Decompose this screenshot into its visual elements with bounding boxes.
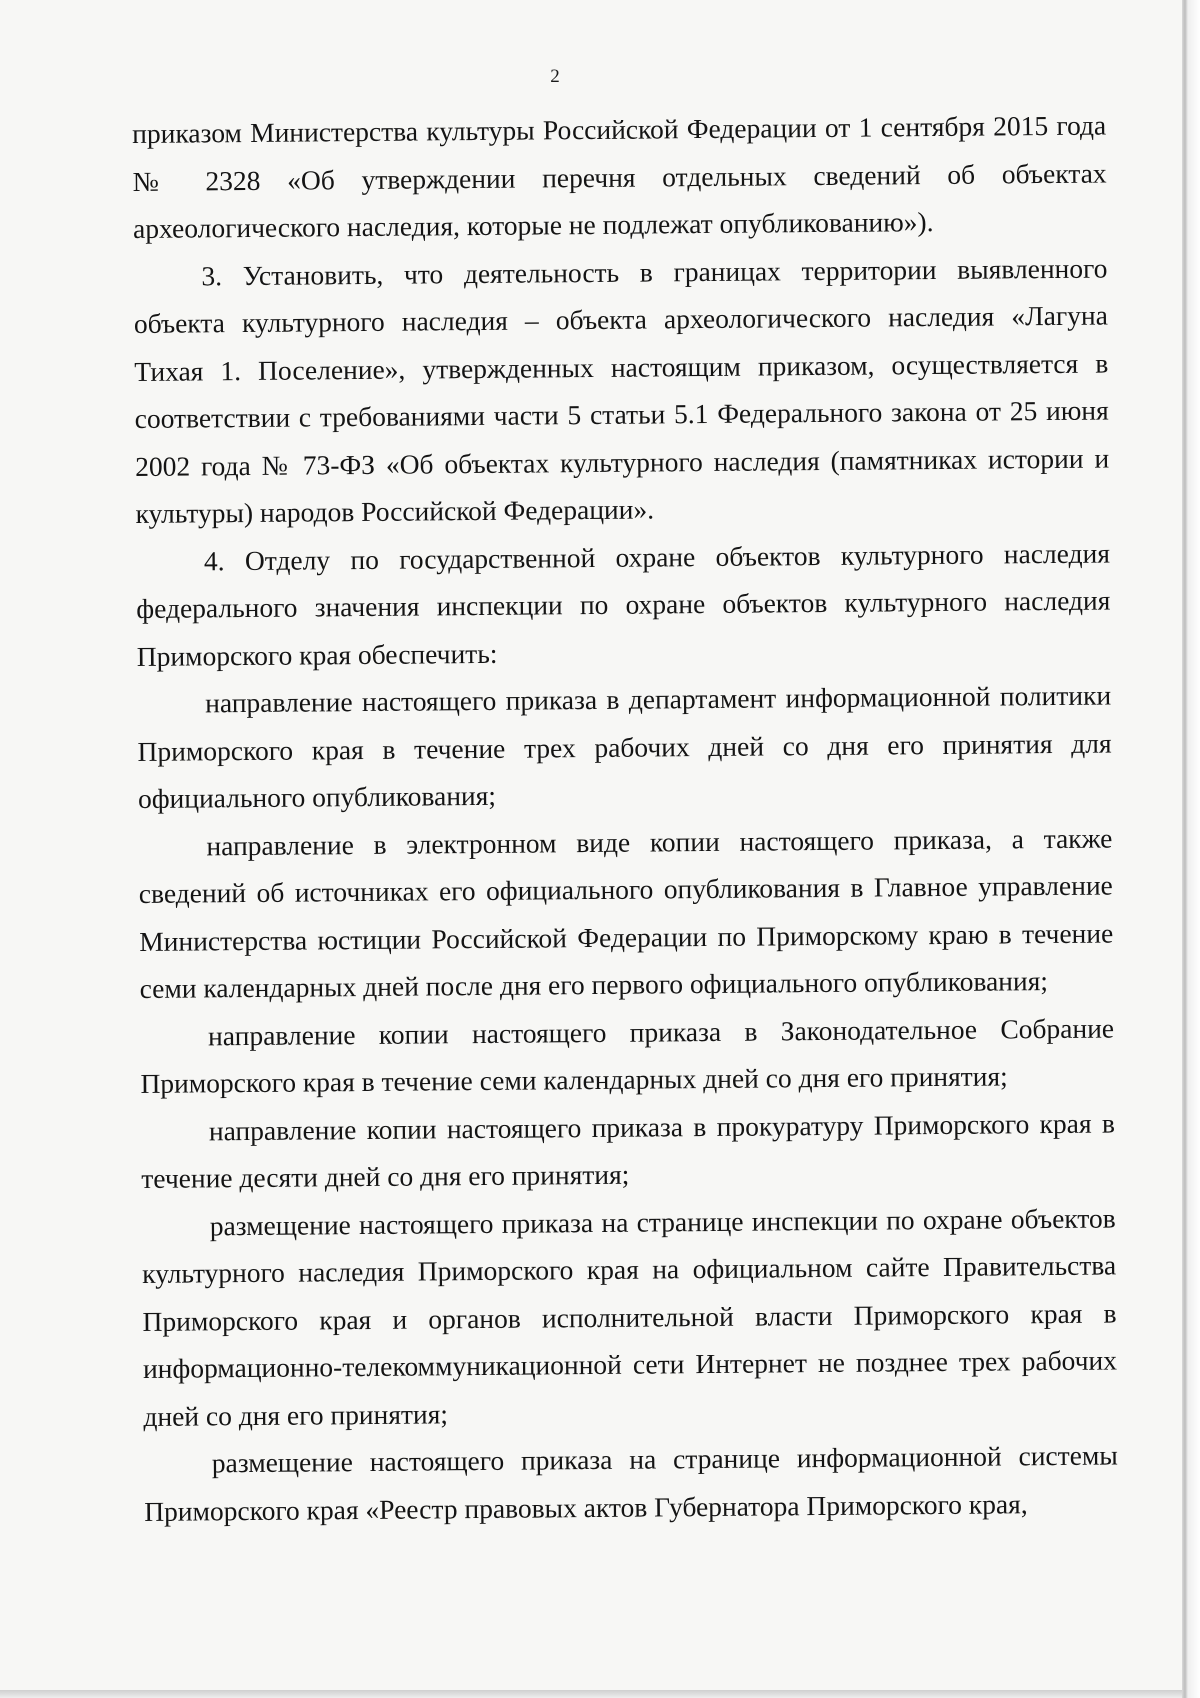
paragraph-dept-info-policy: направление настоящего приказа в департамент информационной политики Приморского края в течение трех рабочих дней со дня его принятия для официального опубликования; bbox=[137, 679, 1112, 814]
paragraph-legislative-assembly: направление копии настоящего приказа в Законодательное Собрание Приморского края в течение семи календарных дней со дня его принятия; bbox=[140, 1011, 1115, 1099]
paragraph-official-website: размещение настоящего приказа на странице инспекции по охране объектов культурного наследия Приморского края на официальном сайте Правительства Приморского края и органов исполнительной власти Приморского края в информационно-телекоммуникационной сети Интернет не позднее трех рабочих дней со дня его принятия; bbox=[142, 1201, 1118, 1432]
paragraph-1: приказом Министерства культуры Российской Федерации от 1 сентября 2015 года № 2328 «Об утверждении перечня отдельных сведений об объектах археологического наследия, которые не подлежат опубликованию»). bbox=[132, 109, 1107, 244]
page-bottom-edge bbox=[0, 1690, 1182, 1698]
page-edge-shadow bbox=[1182, 0, 1200, 1698]
paragraph-legal-acts-registry: размещение настоящего приказа на странице информационной системы Приморского края «Реестр правовых актов Губернатора Приморского края, bbox=[144, 1439, 1118, 1527]
paragraph-prosecutor: направление копии настоящего приказа в прокуратуру Приморского края в течение десяти дней со дня его принятия; bbox=[141, 1106, 1116, 1194]
paragraph-ministry-justice: направление в электронном виде копии настоящего приказа, а также сведений об источниках его официального опубликования в Главное управление Министерства юстиции Российской Федерации по Приморскому краю в течение семи календарных дней после дня его первого официального опубликования; bbox=[138, 821, 1114, 1004]
paragraph-item-3: 3. Установить, что деятельность в границах территории выявленного объекта культурного наследия – объекта археологического наследия «Лагуна Тихая 1. Поселение», утвержденных настоящим приказом, осуществляется в соответствии с требованиями части 5 статьи 5.1 Федерального закона от 25 июня 2002 года № 73-ФЗ «Об объектах культурного наследия (памятниках истории и культуры) народов Российской Федерации». bbox=[133, 251, 1110, 529]
paragraph-item-4: 4. Отделу по государственной охране объектов культурного наследия федерального значения инспекции по охране объектов культурного наследия Приморского края обеспечить: bbox=[136, 536, 1111, 672]
document-body bbox=[132, 102, 1118, 1535]
page-number: 2 bbox=[550, 66, 560, 87]
